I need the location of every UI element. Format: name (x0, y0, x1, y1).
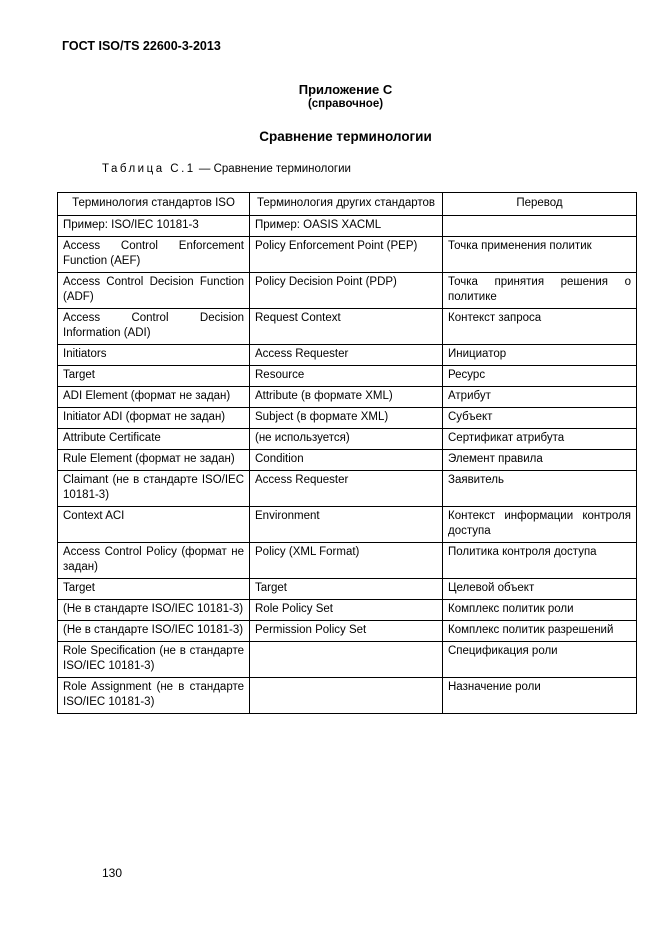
cell-other-term: Policy Enforcement Point (PEP) (250, 237, 443, 273)
table-row (58, 579, 637, 600)
cell-other-term: Пример: OASIS XACML (250, 216, 443, 237)
cell-other-term: Condition (250, 450, 443, 471)
cell-iso-term: Access Control Decision Function (ADF) (58, 273, 250, 309)
cell-other-term: Attribute (в формате XML) (250, 387, 443, 408)
cell-iso-term: Пример: ISO/IEC 10181-3 (58, 216, 250, 237)
cell-translation: Политика контроля доступа (443, 543, 637, 579)
cell-translation: Целевой объект (443, 579, 637, 600)
cell-iso-term: Role Assignment (не в стандарте ISO/IEC 10181-3) (58, 678, 250, 714)
cell-other-term: Target (250, 579, 443, 600)
cell-translation: Ресурс (443, 366, 637, 387)
table-row (58, 678, 637, 714)
cell-iso-term: Access Control Policy (формат не задан) (58, 543, 250, 579)
table-row (58, 366, 637, 387)
cell-other-term: Role Policy Set (250, 600, 443, 621)
table-row (58, 543, 637, 579)
table-row (58, 621, 637, 642)
cell-iso-term: Attribute Certificate (58, 429, 250, 450)
cell-iso-term: Initiator ADI (формат не задан) (58, 408, 250, 429)
cell-iso-term: Claimant (не в стандарте ISO/IEC 10181-3) (58, 471, 250, 507)
cell-iso-term: Access Control Decision Information (ADI) (58, 309, 250, 345)
section-title: Сравнение терминологии (259, 129, 432, 144)
table-caption-text: Сравнение терминологии (213, 163, 351, 175)
cell-translation: Назначение роли (443, 678, 637, 714)
cell-translation: Субъект (443, 408, 637, 429)
document-header: ГОСТ ISO/TS 22600-3-2013 (62, 39, 221, 53)
table-row (58, 408, 637, 429)
cell-translation: Атрибут (443, 387, 637, 408)
table-row (58, 216, 637, 237)
cell-other-term: Request Context (250, 309, 443, 345)
cell-translation: Заявитель (443, 471, 637, 507)
table-row (58, 642, 637, 678)
cell-other-term: Policy Decision Point (PDP) (250, 273, 443, 309)
table-row (58, 450, 637, 471)
cell-translation: Комплекс политик роли (443, 600, 637, 621)
cell-iso-term: Initiators (58, 345, 250, 366)
table-row (58, 345, 637, 366)
table-caption-dash: — (198, 163, 211, 175)
cell-other-term: Subject (в формате XML) (250, 408, 443, 429)
cell-iso-term: Target (58, 366, 250, 387)
cell-translation: Инициатор (443, 345, 637, 366)
cell-translation: Контекст запроса (443, 309, 637, 345)
cell-other-term (250, 678, 443, 714)
table-row (58, 600, 637, 621)
table-row (58, 507, 637, 543)
cell-translation: Контекст информации контроля доступа (443, 507, 637, 543)
annex-subtitle: (справочное) (307, 98, 384, 110)
annex-title: Приложение С (298, 82, 393, 97)
cell-other-term: Environment (250, 507, 443, 543)
cell-other-term: Policy (XML Format) (250, 543, 443, 579)
cell-translation: Точка применения политик (443, 237, 637, 273)
cell-other-term: Access Requester (250, 471, 443, 507)
cell-other-term: Access Requester (250, 345, 443, 366)
table-row (58, 387, 637, 408)
cell-translation: Точка принятия решения о политике (443, 273, 637, 309)
table-row (58, 309, 637, 345)
table-header-row (58, 193, 637, 216)
cell-other-term: Resource (250, 366, 443, 387)
cell-other-term: (не используется) (250, 429, 443, 450)
cell-translation (443, 216, 637, 237)
cell-iso-term: Role Specification (не в стандарте ISO/IEC 10181-3) (58, 642, 250, 678)
cell-translation: Элемент правила (443, 450, 637, 471)
cell-other-term: Permission Policy Set (250, 621, 443, 642)
table-body (58, 216, 637, 714)
table-row (58, 429, 637, 450)
cell-translation: Комплекс политик разрешений (443, 621, 637, 642)
cell-iso-term: Context ACI (58, 507, 250, 543)
cell-iso-term: (Не в стандарте ISO/IEC 10181-3) (58, 621, 250, 642)
cell-iso-term: Rule Element (формат не задан) (58, 450, 250, 471)
header-translation: Перевод (443, 193, 637, 216)
cell-other-term (250, 642, 443, 678)
table-caption (102, 163, 351, 175)
table-caption-label: Таблица С.1 (102, 163, 196, 175)
cell-iso-term: (Не в стандарте ISO/IEC 10181-3) (58, 600, 250, 621)
cell-iso-term: Access Control Enforcement Function (AEF) (58, 237, 250, 273)
cell-translation: Сертификат атрибута (443, 429, 637, 450)
table-row (58, 471, 637, 507)
table-row (58, 237, 637, 273)
cell-iso-term: ADI Element (формат не задан) (58, 387, 250, 408)
header-iso-terminology: Терминология стандартов ISO (58, 193, 250, 216)
terminology-table (57, 192, 637, 714)
table-row (58, 273, 637, 309)
cell-iso-term: Target (58, 579, 250, 600)
cell-translation: Спецификация роли (443, 642, 637, 678)
header-other-terminology: Терминология других стандартов (250, 193, 443, 216)
page-number: 130 (102, 866, 123, 880)
